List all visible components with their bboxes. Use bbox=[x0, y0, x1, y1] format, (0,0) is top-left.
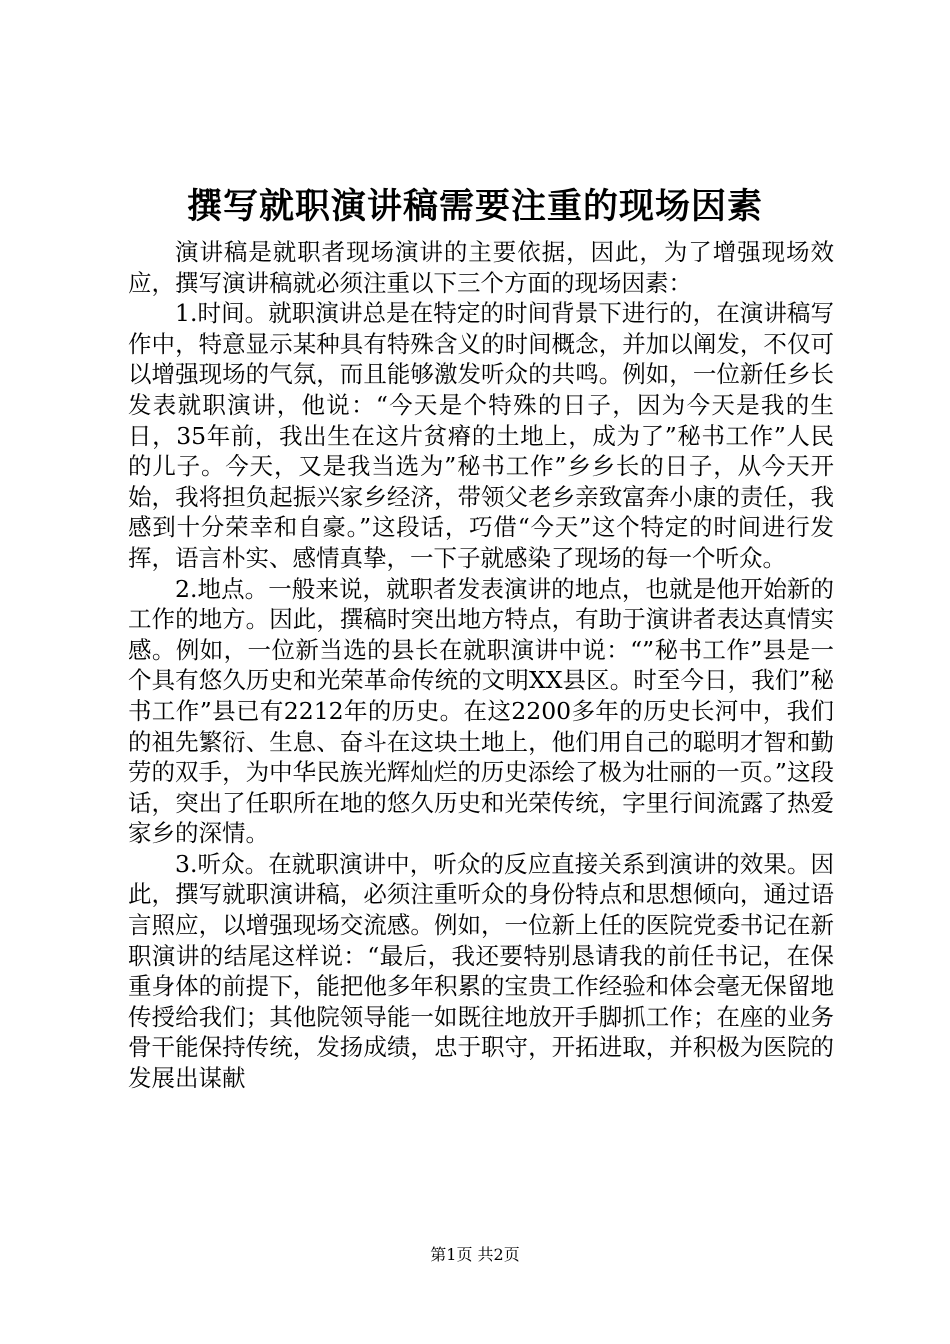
paragraph-time: 1.时间。就职演讲总是在特定的时间背景下进行的，在演讲稿写作中，特意显示某种具有特殊含义的时间概念，并加以阐发，不仅可以增强现场的气氛，而且能够激发听众的共鸣。例如，一位新任乡长发表就职演讲，他说：“今天是个特殊的日子，因为今天是我的生日，35年前，我出生在这片贫瘠的土地上，成为了”秘书工作”人民的儿子。今天，又是我当选为”秘书工作”乡乡长的日子，从今天开始，我将担负起振兴家乡经济，带领父老乡亲致富奔小康的责任，我感到十分荣幸和自豪。”这段话，巧借“今天”这个特定的时间进行发挥，语言朴实、感情真挚，一下子就感染了现场的每一个听众。 bbox=[128, 299, 834, 572]
document-title: 撰写就职演讲稿需要注重的现场因素 bbox=[186, 186, 763, 227]
paragraph-intro: 演讲稿是就职者现场演讲的主要依据，因此，为了增强现场效应，撰写演讲稿就必须注重以下三个方面的现场因素： bbox=[128, 238, 834, 297]
paragraph-audience: 3.听众。在就职演讲中，听众的反应直接关系到演讲的效果。因此，撰写就职演讲稿，必须注重听众的身份特点和思想倾向，通过语言照应，以增强现场交流感。例如，一位新上任的医院党委书记在新职演讲的结尾这样说：“最后，我还要特别恳请我的前任书记，在保重身体的前提下，能把他多年积累的宝贵工作经验和体会毫无保留地传授给我们；其他院领导能一如既往地放开手脚抓工作；在座的业务骨干能保持传统，发扬成绩，忠于职守，开拓进取，并积极为医院的发展出谋献 bbox=[128, 849, 834, 1093]
page-number-footer: 第1页 共2页 bbox=[430, 1245, 520, 1264]
paragraph-place: 2.地点。一般来说，就职者发表演讲的地点，也就是他开始新的工作的地方。因此，撰稿时突出地方特点，有助于演讲者表达真情实感。例如，一位新当选的县长在就职演讲中说：“”秘书工作”县是一个具有悠久历史和光荣革命传统的文明XX县区。时至今日，我们”秘书工作”县已有2212年的历史。在这2200多年的历史长河中，我们的祖先繁衍、生息、奋斗在这块土地上，他们用自己的聪明才智和勤劳的双手，为中华民族光辉灿烂的历史添绘了极为壮丽的一页。”这段话，突出了任职所在地的悠久历史和光荣传统，字里行间流露了热爱家乡的深情。 bbox=[128, 574, 834, 848]
document-body bbox=[128, 237, 834, 1094]
